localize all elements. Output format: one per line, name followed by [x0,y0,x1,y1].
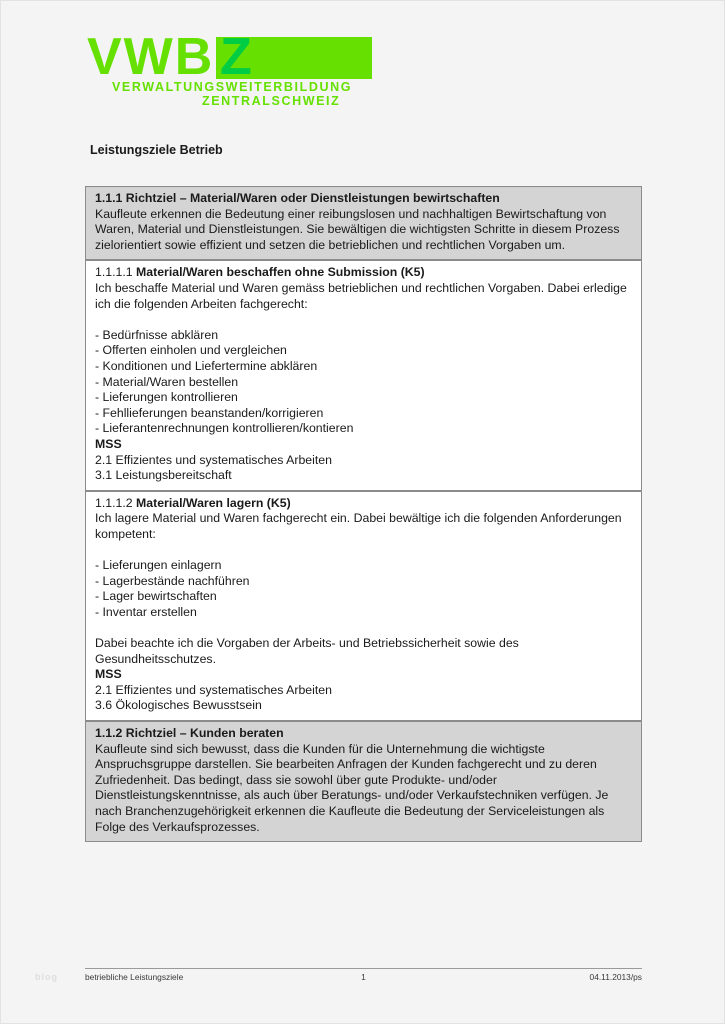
section-number: 1.1.1.2 [95,495,133,510]
list-item: - Lieferungen kontrollieren [95,390,238,405]
section-body: Kaufleute erkennen die Bedeutung einer reibungslosen und nachhaltigen Bewirtschaftung von Waren, Material und Dienstleistungen. Sie bewältigen die wichtigsten Schritte in diesem Prozess zielorientiert sowie effizient und setzen die betrieblichen und rechtlichen Vorgaben um. [95,206,620,252]
mss-item: 3.6 Ökologisches Bewusstsein [95,698,262,713]
section-heading [95,191,633,207]
mss-label: MSS [95,667,122,682]
section-heading-text: Material/Waren lagern (K5) [136,495,291,510]
logo-text-z: Z [220,28,254,86]
section-heading-text: Material/Waren beschaffen ohne Submission (K5) [136,265,425,280]
section-bullet-list [95,558,633,620]
section-box [85,491,642,721]
mss-item: 2.1 Effizientes und systematisches Arbeiten [95,452,332,467]
section-number: 1.1.1 [95,191,123,205]
footer-divider [85,968,642,969]
logo-subtitle-line1: VERWALTUNGSWEITERBILDUNG [112,80,353,94]
footer-left-text: betriebliche Leistungsziele [85,972,184,982]
section-body: Ich lagere Material und Waren fachgerecht ein. Dabei bewältige ich die folgenden Anforderungen kompetent: [95,511,622,541]
section-number: 1.1.2 [95,726,123,740]
footer-right-text: 04.11.2013/ps [589,972,642,982]
mss-item: 2.1 Effizientes und systematisches Arbeiten [95,682,332,697]
list-item: - Material/Waren bestellen [95,374,239,389]
section-heading [95,265,633,281]
section-box [85,721,642,842]
section-body: Ich beschaffe Material und Waren gemäss betrieblichen und rechtlichen Vorgaben. Dabei erledige ich die folgenden Arbeiten fachgerecht: [95,280,627,311]
logo-text-vwb: VWB [87,28,215,86]
list-item: - Fehllieferungen beanstanden/korrigieren [95,405,324,420]
vwbz-logo [87,28,387,109]
mss-label: MSS [95,436,122,451]
list-item: - Konditionen und Liefertermine abklären [95,358,318,373]
list-item: - Inventar erstellen [95,604,197,619]
mss-item: 3.1 Leistungsbereitschaft [95,468,232,483]
section-box [85,186,642,260]
list-item: - Offerten einholen und vergleichen [95,343,287,358]
logo-wordmark [87,28,372,86]
list-item: - Lieferungen einlagern [95,558,222,573]
section-number: 1.1.1.1 [95,265,133,280]
footer-page-number: 1 [361,972,366,982]
section-heading [95,726,633,742]
section-body: Kaufleute sind sich bewusst, dass die Kunden für die Unternehmung die wichtigste Anspruchsgruppe darstellen. Sie bearbeiten Anfragen der Kunden fachgerecht und zu deren Zufriedenheit. Das bedingt, dass sie sowohl über gute Produkte- und/oder Dienstleistungskenntnisse, als auch über Beratungs- und/oder Verkaufstechniken verfügen. Je nach Branchenzugehörigkeit erkennen die Kaufleute die Bedeutung der Serviceleistungen als Folge des Verkaufsprozesses. [95,741,609,834]
section-bullet-list [95,328,633,437]
list-item: - Bedürfnisse abklären [95,327,219,342]
list-item: - Lieferantenrechnungen kontrollieren/kontieren [95,421,354,436]
section-heading-text: Richtziel – Kunden beraten [125,726,284,740]
list-item: - Lager bewirtschaften [95,589,217,604]
footer-watermark: blog [35,972,58,982]
content-stack [85,186,642,842]
list-item: - Lagerbestände nachführen [95,573,250,588]
section-heading-text: Richtziel – Material/Waren oder Dienstleistungen bewirtschaften [125,191,500,205]
logo-subtitle-line2: ZENTRALSCHWEIZ [202,94,341,108]
section-closing-text: Dabei beachte ich die Vorgaben der Arbeits- und Betriebssicherheit sowie des Gesundheitsschutzes. [95,636,519,666]
section-heading [95,496,633,512]
page-title: Leistungsziele Betrieb [90,143,223,157]
section-box [85,260,642,490]
page-footer [85,972,642,982]
